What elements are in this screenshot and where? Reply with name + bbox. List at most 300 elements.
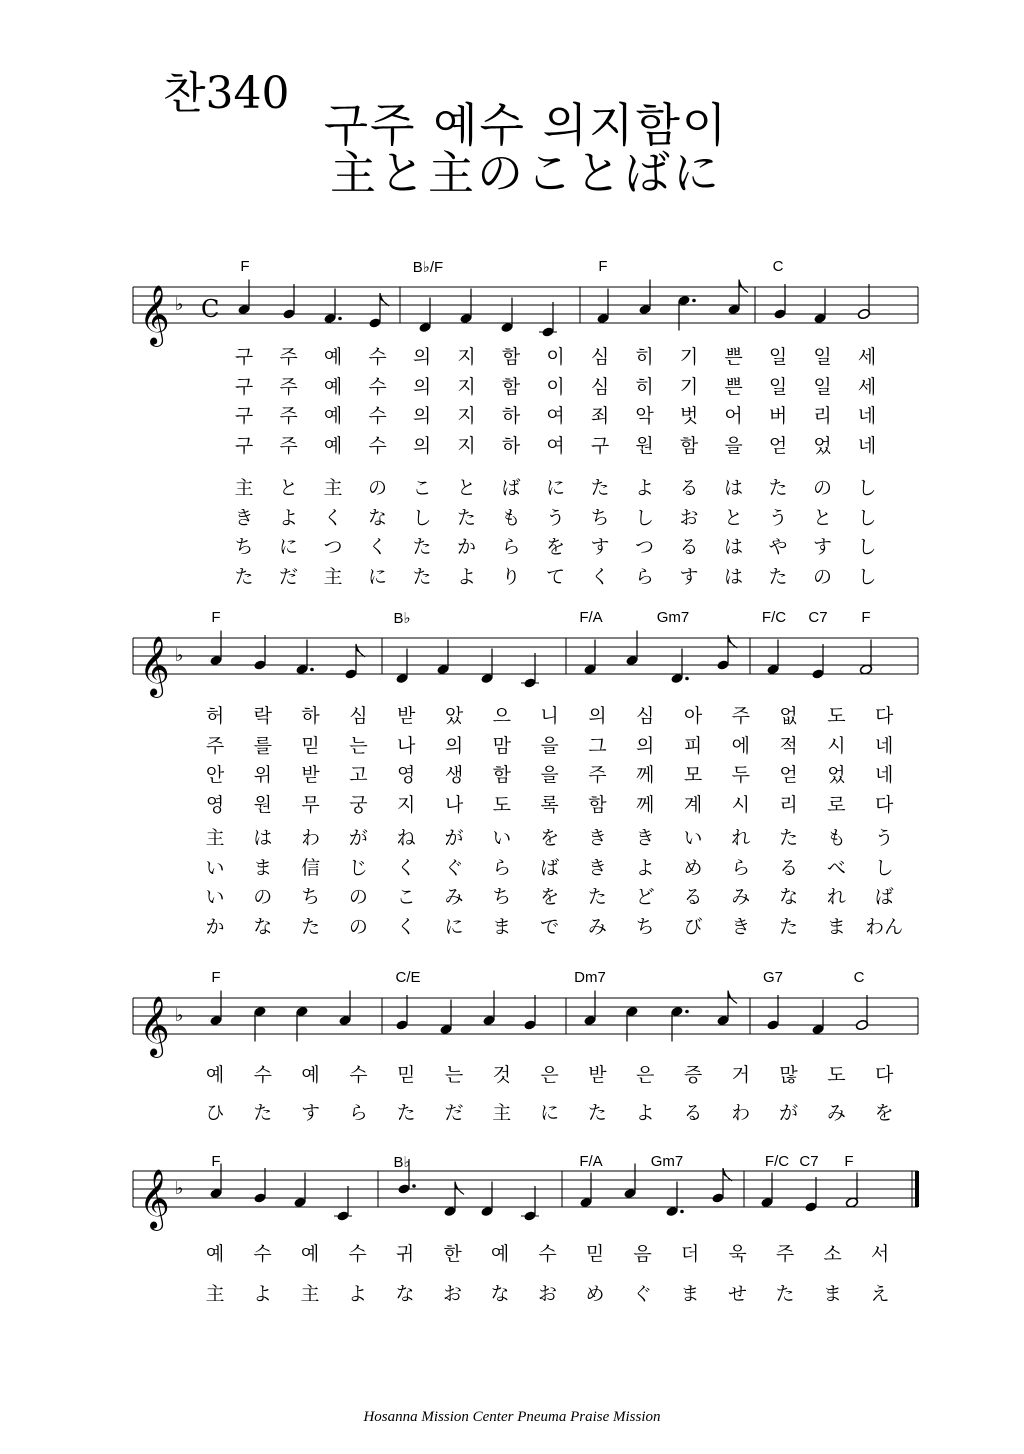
lyric-japanese: し (857, 477, 877, 499)
lyric-japanese: た (587, 886, 607, 908)
lyric-japanese: ぐ (632, 1283, 653, 1305)
lyric-korean: 지 (457, 434, 476, 457)
lyric-japanese: の (812, 477, 833, 499)
lyric-korean: 피 (683, 734, 703, 757)
lyric-japanese: ま (680, 1283, 700, 1305)
lyric-korean: 시 (731, 793, 750, 816)
lyric-japanese: こ (396, 886, 416, 908)
lyric-japanese: か (456, 536, 477, 558)
lyric-korean: 주 (205, 734, 225, 757)
lyric-korean: 예 (205, 1064, 225, 1086)
lyric-japanese: と (723, 506, 744, 529)
chord-symbol: F (211, 609, 221, 626)
lyric-korean: 수 (368, 375, 387, 398)
lyric-japanese: を (540, 827, 560, 849)
lyric-korean: 께 (636, 793, 655, 816)
lyric-korean: 락 (253, 705, 272, 727)
lyric-korean: 주 (279, 434, 298, 457)
note-head (523, 1210, 536, 1221)
lyric-korean: 을 (724, 434, 743, 457)
lyric-japanese: た (234, 565, 254, 588)
lyric-japanese: で (540, 915, 560, 938)
lyric-japanese: が (348, 827, 368, 849)
lyric-japanese: 主 (323, 565, 343, 588)
lyric-japanese: は (723, 536, 744, 558)
lyric-korean: 수 (253, 1064, 272, 1086)
lyric-korean: 었 (813, 434, 832, 457)
lyric-japanese: 主 (323, 477, 343, 499)
lyric-japanese: つ (634, 536, 655, 558)
lyric-japanese: ど (635, 886, 655, 908)
lyric-japanese: め (585, 1283, 605, 1305)
lyric-korean: 하 (501, 434, 521, 457)
lyric-japanese: い (492, 827, 512, 849)
lyric-korean: 함 (501, 346, 521, 368)
lyric-korean: 소 (823, 1243, 842, 1265)
lyric-korean: 주 (279, 405, 298, 427)
lyric-korean: 두 (731, 764, 750, 786)
lyric-japanese: よ (635, 856, 655, 879)
lyric-korean: 수 (368, 434, 387, 457)
chord-symbol: F/C (761, 609, 787, 626)
note-head (711, 1192, 724, 1203)
lyric-korean: 적 (779, 734, 798, 757)
lyric-korean: 얻 (768, 434, 788, 457)
lyric-japanese: い (205, 856, 225, 879)
lyric-korean: 수 (349, 1064, 368, 1086)
lyric-japanese: の (367, 477, 388, 499)
lyric-korean: 고 (349, 764, 368, 786)
lyric-korean: 수 (538, 1243, 557, 1265)
lyric-korean: 일 (813, 375, 832, 398)
lyric-korean: 구 (234, 405, 254, 427)
chord-symbol: B♭/F (412, 259, 444, 276)
lyric-korean: 네 (875, 734, 894, 757)
lyric-korean: 에 (731, 734, 750, 757)
lyric-japanese: い (683, 827, 703, 849)
note-head (583, 1015, 596, 1026)
treble-clef-icon: 𝄞 (139, 1169, 170, 1229)
lyric-japanese: き (587, 856, 607, 879)
lyric-korean: 함 (588, 793, 607, 816)
note-head (282, 308, 295, 319)
lyric-japanese: め (683, 856, 703, 879)
note-head (766, 664, 779, 675)
chord-symbol: F (240, 258, 250, 275)
eighth-flag (455, 1182, 464, 1195)
lyric-korean: 한 (443, 1243, 462, 1265)
lyric-japanese: ち (635, 915, 655, 938)
flat-key-signature-icon: ♭ (175, 1005, 184, 1026)
lyric-korean: 예 (323, 375, 343, 398)
lyric-korean: 나 (397, 734, 416, 757)
note-head (727, 304, 740, 315)
chord-symbol: F (211, 969, 221, 986)
lyric-korean: 없 (779, 705, 798, 727)
note-head (813, 313, 826, 324)
lyric-japanese: る (679, 536, 699, 558)
lyric-japanese: な (395, 1283, 415, 1305)
lyric-korean: 수 (368, 405, 387, 427)
lyric-korean: 믿 (585, 1243, 605, 1265)
lyric-korean: 네 (857, 434, 877, 457)
lyric-japanese: に (545, 477, 566, 499)
chord-symbol: B♭ (393, 610, 411, 627)
lyric-japanese: れ (826, 886, 846, 908)
footer-credit: Hosanna Mission Center Pneuma Praise Mission (363, 1409, 661, 1425)
lyric-japanese: か (205, 915, 225, 938)
lyric-korean: 귀 (395, 1243, 415, 1265)
chord-symbol: F/C (764, 1153, 790, 1170)
note-head (716, 1015, 729, 1026)
lyric-japanese: に (540, 1102, 560, 1124)
lyric-japanese: だ (444, 1102, 464, 1124)
lyric-korean: 원 (253, 793, 272, 816)
lyric-korean: 예 (490, 1243, 510, 1265)
note-head (638, 304, 651, 315)
lyric-korean: 히 (635, 375, 654, 398)
lyric-korean: 는 (349, 734, 368, 757)
lyric-korean: 일 (813, 346, 832, 368)
lyric-japanese: せ (727, 1283, 748, 1305)
lyric-japanese: き (635, 827, 655, 849)
lyric-korean: 맘 (492, 734, 511, 757)
lyric-japanese: ら (634, 565, 655, 588)
lyric-japanese: ば (540, 856, 560, 879)
note-head (523, 677, 536, 688)
chord-symbol: Dm7 (574, 969, 606, 986)
lyric-japanese: 主 (492, 1102, 512, 1124)
note-head (295, 1006, 308, 1017)
lyric-korean: 위 (253, 764, 272, 786)
lyric-japanese: え (870, 1283, 890, 1305)
lyric-korean: 구 (234, 346, 254, 368)
lyric-korean: 주 (588, 764, 607, 786)
lyric-japanese: こ (412, 477, 432, 499)
lyric-korean: 기 (679, 375, 699, 398)
lyric-korean: 원 (635, 434, 654, 457)
lyric-korean: 의 (412, 375, 432, 398)
note-head (439, 1024, 452, 1035)
lyric-korean: 구 (234, 434, 254, 457)
lyric-korean: 주 (279, 346, 298, 368)
note-head (716, 659, 729, 670)
lyric-japanese: い (205, 886, 225, 908)
eighth-flag (723, 1168, 732, 1181)
lyric-korean: 의 (444, 734, 464, 757)
note-head (665, 1206, 678, 1217)
final-bar-line (915, 1171, 919, 1207)
eighth-flag (728, 635, 737, 648)
chord-symbol: B♭ (393, 1154, 411, 1171)
lyric-japanese: し (857, 565, 877, 588)
lyric-korean: 거 (731, 1064, 750, 1086)
lyric-korean: 쁜 (724, 375, 743, 398)
note-head (480, 673, 493, 684)
note-head (773, 308, 786, 319)
eighth-flag (728, 991, 737, 1004)
note-head (811, 1024, 824, 1035)
lyric-korean: 함 (679, 434, 699, 457)
lyric-korean: 네 (857, 405, 877, 427)
lyric-korean: 를 (253, 734, 272, 757)
note-dot (680, 1210, 684, 1214)
lyric-japanese: ね (396, 827, 416, 849)
common-time-icon: C (201, 295, 220, 323)
lyric-japanese: る (683, 1102, 703, 1124)
lyric-japanese: 主 (300, 1283, 320, 1305)
lyric-japanese: も (826, 827, 846, 849)
lyric-korean: 심 (349, 705, 368, 727)
note-head (670, 673, 683, 684)
chord-symbol: F (861, 609, 871, 626)
chord-symbol: C7 (808, 609, 828, 626)
lyric-korean: 일 (768, 375, 788, 398)
lyric-japanese: た (779, 827, 799, 849)
note-head (395, 1019, 408, 1030)
lyric-japanese: の (348, 915, 368, 938)
title-korean: 구주 예수 의지함이 (323, 98, 729, 152)
lyric-japanese: ま (826, 915, 846, 938)
note-head (344, 668, 357, 679)
note-head (845, 1197, 858, 1208)
lyric-korean: 구 (234, 375, 254, 398)
lyric-korean: 영 (205, 793, 225, 816)
note-dot (338, 317, 342, 321)
lyric-korean: 시 (827, 734, 846, 757)
lyric-japanese: の (348, 886, 368, 908)
lyric-korean: 은 (636, 1064, 655, 1086)
chord-symbol: C/E (395, 969, 421, 986)
lyric-korean: 쁜 (724, 346, 743, 368)
lyric-korean: 나 (444, 793, 464, 816)
lyric-japanese: た (412, 565, 432, 588)
lyric-korean: 영 (397, 764, 416, 786)
lyric-korean: 예 (323, 434, 343, 457)
lyric-japanese: ち (590, 506, 610, 529)
lyric-japanese: よ (252, 1283, 273, 1305)
lyric-japanese: ま (492, 915, 512, 938)
note-head (237, 304, 250, 315)
note-head (480, 1206, 493, 1217)
lyric-japanese: き (234, 506, 254, 529)
lyric-japanese: は (723, 565, 744, 588)
lyric-korean: 그 (588, 734, 607, 757)
lyric-japanese: び (683, 915, 703, 938)
lyric-japanese: し (857, 536, 877, 558)
lyric-japanese: じ (348, 856, 368, 879)
note-head (209, 1015, 222, 1026)
flat-key-signature-icon: ♭ (175, 294, 184, 315)
lyric-japanese: た (590, 477, 610, 499)
lyric-korean: 주 (731, 705, 750, 727)
lyric-japanese: よ (278, 506, 299, 529)
note-head (368, 317, 381, 328)
lyric-japanese: を (540, 886, 560, 908)
lyric-korean: 리 (779, 793, 798, 816)
lyric-korean: 하 (301, 705, 320, 727)
lyric-korean: 도 (492, 793, 511, 816)
lyric-korean: 수 (253, 1243, 272, 1265)
note-head (583, 664, 596, 675)
chord-symbol: F (598, 258, 608, 275)
lyric-japanese: よ (456, 565, 477, 588)
lyric-korean: 벗 (679, 405, 699, 427)
lyric-japanese: た (456, 506, 477, 529)
eighth-flag (356, 644, 365, 657)
lyric-japanese: す (812, 536, 833, 558)
lyric-korean: 이 (546, 346, 565, 368)
lyric-japanese: 主 (205, 827, 225, 849)
lyric-japanese: た (253, 1102, 273, 1124)
chord-symbol: G7 (762, 969, 784, 986)
lyric-japanese: な (779, 886, 799, 908)
lyric-korean: 여 (546, 434, 565, 457)
lyric-japanese: 信 (301, 856, 321, 879)
lyric-korean: 이 (546, 375, 565, 398)
lyric-korean: 예 (323, 405, 343, 427)
note-head (459, 313, 472, 324)
lyric-korean: 많 (779, 1064, 798, 1086)
lyric-japanese: と (456, 477, 477, 499)
lyric-korean: 지 (397, 793, 416, 816)
lyric-japanese: ち (492, 886, 512, 908)
lyric-korean: 다 (875, 705, 894, 727)
note-head (397, 1183, 410, 1194)
lyric-korean: 수 (368, 346, 387, 368)
lyric-korean: 얻 (779, 764, 798, 786)
note-head (670, 1006, 683, 1017)
note-head (804, 1201, 817, 1212)
lyric-japanese: た (412, 536, 432, 558)
lyric-japanese: み (731, 886, 751, 908)
lyric-korean: 지 (457, 375, 476, 398)
lyric-korean: 믿 (301, 734, 320, 757)
lyric-korean: 으 (492, 705, 511, 727)
note-dot (692, 299, 696, 303)
note-head (253, 1006, 266, 1017)
lyric-japanese: き (587, 827, 607, 849)
note-head (523, 1019, 536, 1030)
note-head (395, 673, 408, 684)
lyric-japanese: み (587, 915, 607, 938)
lyric-japanese: だ (278, 565, 299, 588)
lyric-japanese: な (253, 915, 273, 938)
note-head (623, 1188, 636, 1199)
lyric-japanese: ぐ (444, 856, 464, 879)
note-head (500, 322, 513, 333)
lyric-korean: 었 (827, 764, 846, 786)
lyric-japanese: に (444, 915, 464, 938)
lyric-japanese: き (731, 915, 751, 938)
eighth-flag (380, 293, 389, 306)
lyric-korean: 받 (588, 1064, 607, 1086)
lyric-japanese: に (278, 536, 299, 558)
lyric-japanese: く (396, 915, 416, 938)
lyric-korean: 다 (875, 1064, 894, 1086)
lyric-japanese: く (323, 506, 343, 529)
lyric-korean: 께 (636, 764, 655, 786)
lyric-japanese: わ (301, 827, 321, 849)
note-dot (685, 1010, 689, 1014)
lyric-japanese: く (367, 536, 388, 558)
lyric-korean: 세 (857, 346, 877, 368)
lyric-korean: 욱 (728, 1243, 747, 1265)
lyric-japanese: は (723, 477, 744, 499)
lyric-japanese: の (253, 886, 273, 908)
note-dot (310, 668, 314, 672)
lyric-japanese: す (590, 536, 610, 558)
lyric-japanese: ら (501, 536, 521, 558)
note-dot (412, 1184, 416, 1188)
eighth-flag (739, 280, 748, 293)
lyric-japanese: み (444, 886, 464, 908)
lyric-japanese: な (490, 1283, 510, 1305)
flat-key-signature-icon: ♭ (175, 645, 184, 666)
lyric-japanese: の (812, 565, 833, 588)
lyric-japanese: 主 (205, 1283, 225, 1305)
lyric-japanese: ら (731, 856, 751, 879)
lyric-japanese: ち (301, 886, 321, 908)
note-head (253, 659, 266, 670)
lyric-japanese: と (278, 477, 299, 499)
lyric-japanese: た (768, 477, 788, 499)
lyric-japanese: は (253, 827, 273, 849)
lyric-korean: 기 (679, 346, 699, 368)
lyric-korean: 죄 (590, 405, 610, 427)
treble-clef-icon: 𝄞 (139, 636, 170, 696)
lyric-korean: 심 (590, 375, 610, 398)
chord-symbol: Gm7 (650, 1153, 684, 1170)
note-head (336, 1210, 349, 1221)
lyric-japanese: ら (348, 1102, 368, 1124)
lyric-korean: 예 (300, 1243, 320, 1265)
lyric-korean: 받 (301, 764, 320, 786)
lyric-korean: 예 (323, 346, 343, 368)
lyric-korean: 의 (588, 705, 607, 727)
lyric-korean: 았 (444, 705, 464, 727)
lyric-korean: 더 (680, 1243, 700, 1265)
note-head (811, 668, 824, 679)
lyric-japanese: し (874, 856, 894, 879)
lyric-japanese: す (679, 565, 699, 588)
treble-clef-icon: 𝄞 (139, 285, 170, 345)
lyric-korean: 버 (768, 405, 788, 427)
lyric-korean: 증 (683, 1064, 703, 1086)
lyric-japanese: が (444, 827, 464, 849)
note-head (579, 1197, 592, 1208)
note-head (482, 1015, 495, 1026)
lyric-korean: 무 (301, 793, 320, 816)
lyric-japanese: ち (234, 536, 254, 558)
lyric-korean: 예 (205, 1243, 225, 1265)
lyric-japanese: う (545, 506, 566, 529)
lyric-korean: 히 (635, 346, 654, 368)
lyric-japanese: よ (635, 1102, 655, 1124)
lyric-japanese: 主 (234, 477, 254, 499)
lyric-korean: 을 (540, 764, 559, 786)
lyric-japanese: も (501, 506, 521, 529)
lyric-korean: 구 (590, 434, 610, 457)
lyric-japanese: ま (822, 1283, 843, 1305)
note-head (436, 664, 449, 675)
lyric-japanese: ば (501, 477, 521, 499)
lyric-korean: 다 (875, 793, 894, 816)
lyric-korean: 수 (348, 1243, 367, 1265)
note-head (596, 313, 609, 324)
lyric-japanese: た (301, 915, 321, 938)
lyric-korean: 지 (457, 346, 476, 368)
